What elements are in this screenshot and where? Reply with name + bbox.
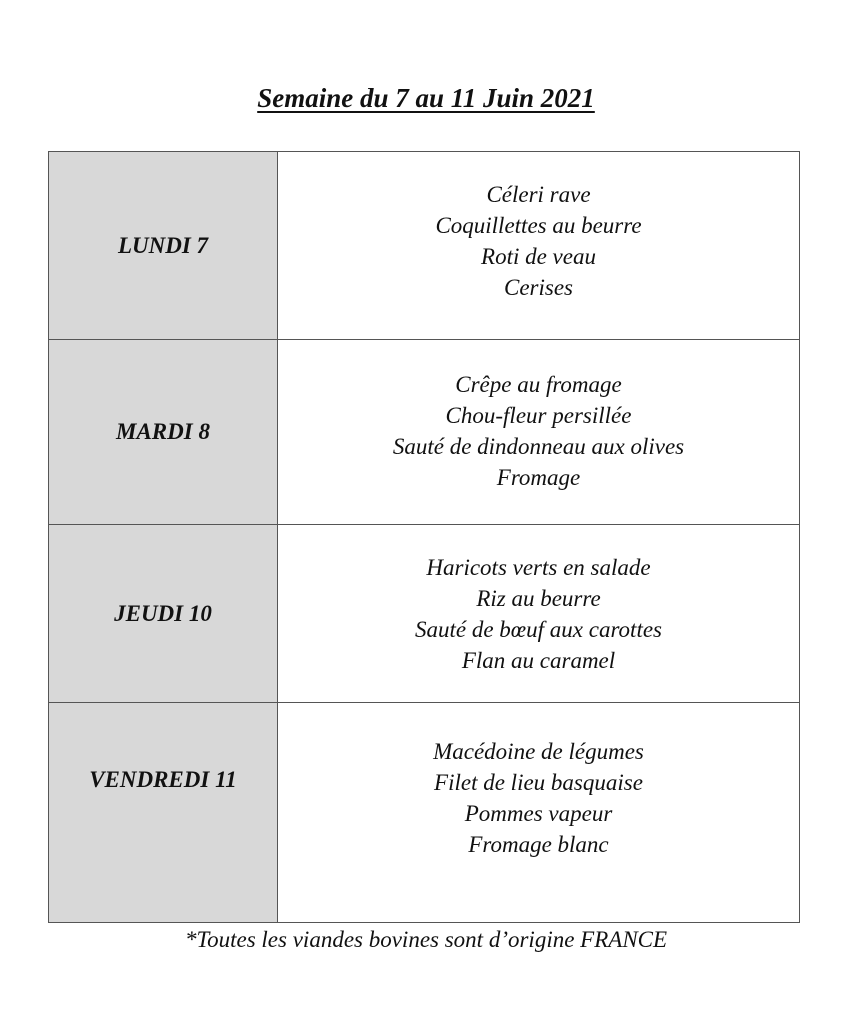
dish-item: Filet de lieu basquaise xyxy=(434,770,643,795)
day-label: LUNDI 7 xyxy=(49,152,278,340)
dish-item: Roti de veau xyxy=(481,243,596,269)
dish-item: Chou-fleur persillée xyxy=(445,403,632,428)
menu-row-jeudi xyxy=(49,525,800,703)
dish-item: Fromage blanc xyxy=(468,832,609,857)
dish-item: Céleri rave xyxy=(486,181,591,207)
menu-row-mardi xyxy=(49,340,800,525)
dishes-list xyxy=(278,340,800,525)
dish-item: Sauté de bœuf aux carottes xyxy=(415,616,662,642)
dishes-list xyxy=(278,525,800,703)
dish-item: Crêpe au fromage xyxy=(455,372,622,397)
dish-item: Sauté de dindonneau aux olives xyxy=(392,434,685,459)
dish-item: Cerises xyxy=(504,274,573,300)
dish-item: Riz au beurre xyxy=(476,585,601,611)
dishes-list xyxy=(278,703,800,923)
dish-item: Coquillettes au beurre xyxy=(435,212,642,238)
day-label: VENDREDI 11 xyxy=(49,703,278,923)
dish-item: Fromage xyxy=(496,465,581,490)
footnote: *Toutes les viandes bovines sont d’origine FRANCE xyxy=(184,927,668,952)
dish-item: Flan au caramel xyxy=(461,647,616,673)
day-label: JEUDI 10 xyxy=(49,525,278,703)
dishes-list xyxy=(278,152,800,340)
menu-row-vendredi xyxy=(49,703,800,923)
page-title: Semaine du 7 au 11 Juin 2021 xyxy=(257,83,595,113)
dish-item: Pommes vapeur xyxy=(464,801,613,826)
menu-row-lundi xyxy=(49,152,800,340)
dish-item: Macédoine de légumes xyxy=(433,739,644,764)
day-label: MARDI 8 xyxy=(49,340,278,525)
weekly-menu-table xyxy=(48,151,800,923)
dish-item: Haricots verts en salade xyxy=(426,554,651,580)
